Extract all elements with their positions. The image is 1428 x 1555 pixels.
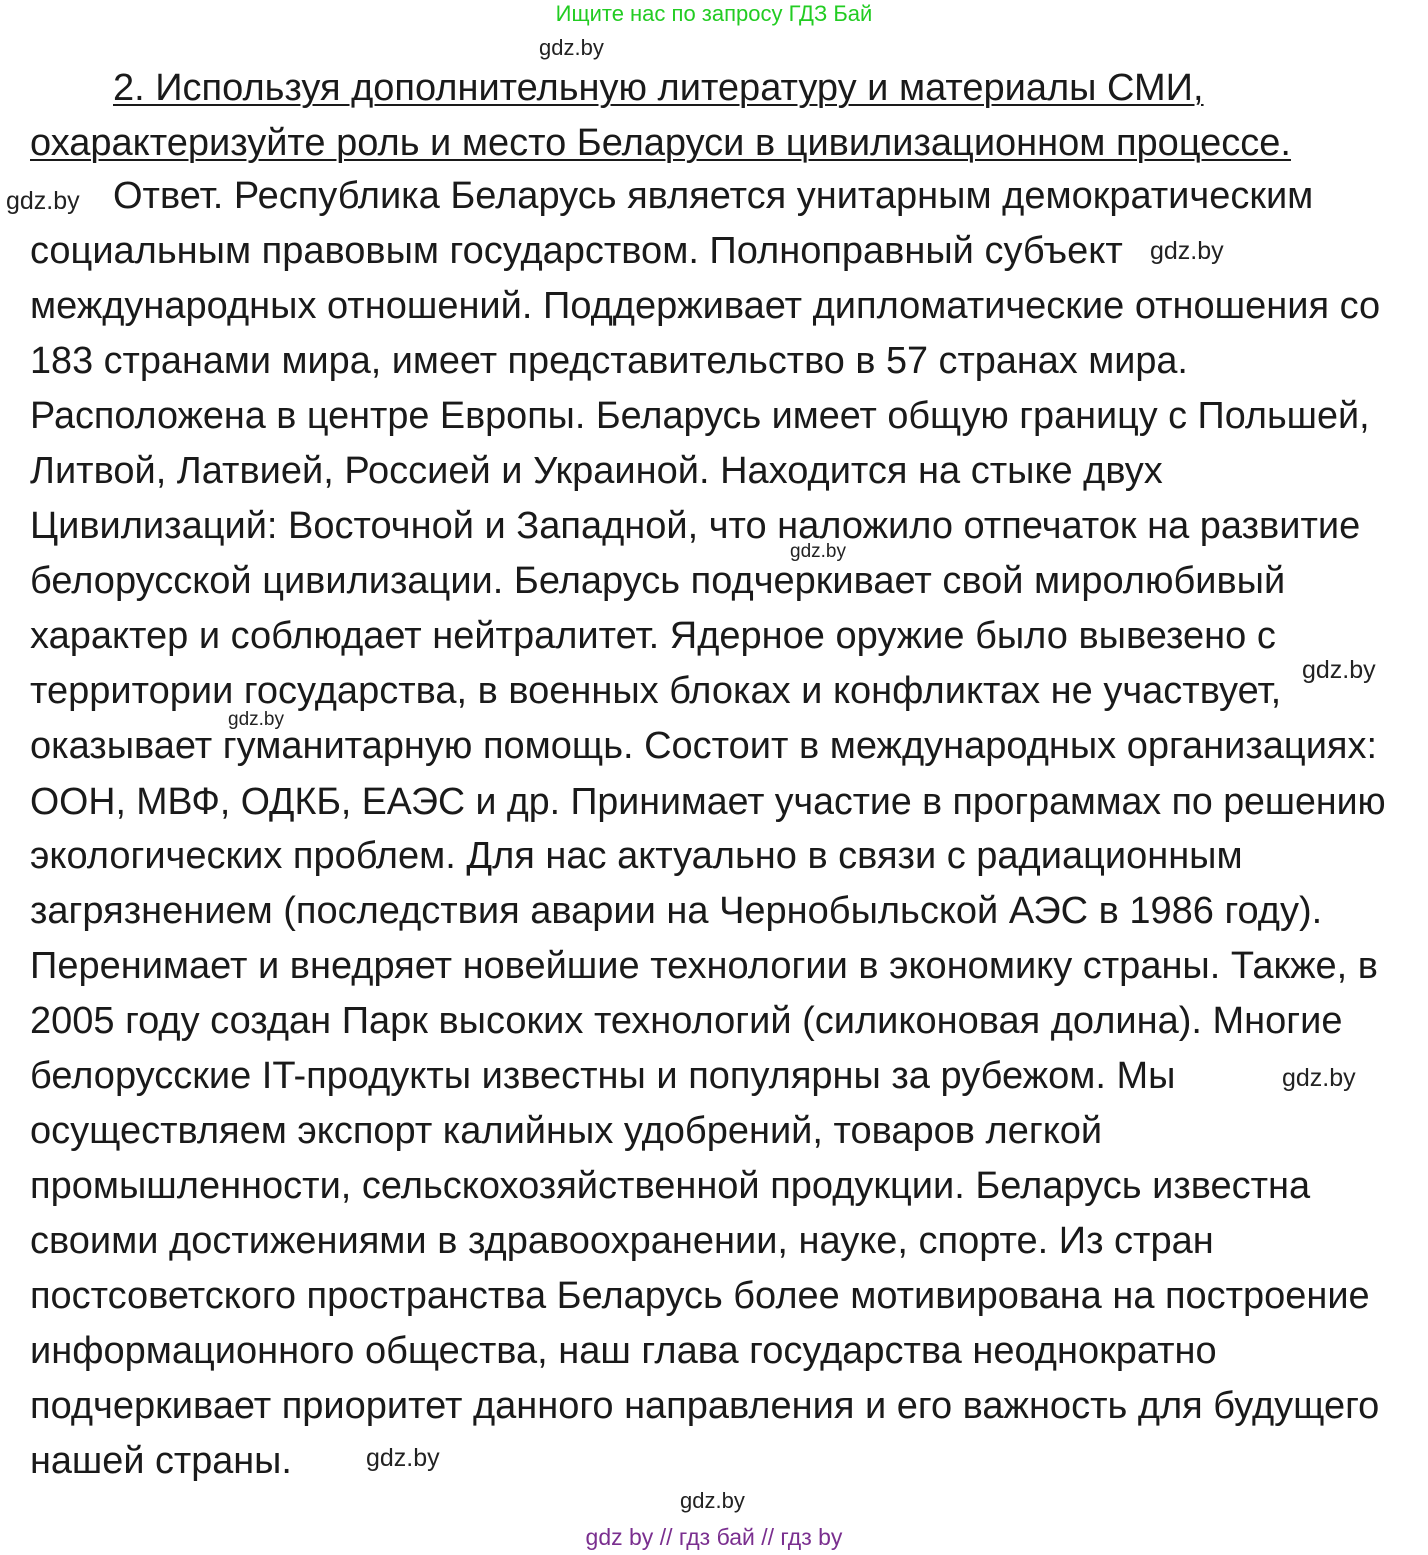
answer-line: оказывает гуманитарную помощь. Состоит в международных организациях:: [30, 725, 1378, 767]
footer-links: gdz by // гдз бай // гдз by: [585, 1524, 843, 1550]
watermark: gdz.by: [539, 35, 604, 60]
answer-line: социальным правовым государством. Полноправный субъект: [30, 230, 1123, 272]
watermark: gdz.by: [790, 541, 846, 562]
answer-line: Цивилизаций: Восточной и Западной, что наложило отпечаток на развитие: [30, 505, 1361, 547]
answer-line: экологических проблем. Для нас актуально в связи с радиационным: [30, 835, 1243, 877]
watermark: gdz.by: [1302, 656, 1376, 684]
answer-line: осуществляем экспорт калийных удобрений, товаров легкой: [30, 1110, 1103, 1152]
watermark: gdz.by: [228, 709, 284, 730]
answer-line: Литвой, Латвией, Россией и Украиной. Находится на стыке двух: [30, 450, 1163, 492]
answer-line: территории государства, в военных блоках и конфликтах не участвует,: [30, 670, 1282, 712]
answer-line: подчеркивает приоритет данного направления и его важность для будущего: [30, 1385, 1380, 1427]
answer-line: белорусской цивилизации. Беларусь подчеркивает свой миролюбивый: [30, 560, 1286, 602]
answer-line: Перенимает и внедряет новейшие технологии в экономику страны. Также, в: [30, 945, 1378, 987]
answer-line: промышленности, сельскохозяйственной продукции. Беларусь известна: [30, 1165, 1311, 1207]
answer-line: ООН, МВФ, ОДКБ, ЕАЭС и др. Принимает участие в программах по решению: [30, 780, 1386, 822]
answer-line: 2005 году создан Парк высоких технологий (силиконовая долина). Многие: [30, 1000, 1343, 1042]
answer-line: белорусские IT-продукты известны и популярны за рубежом. Мы: [30, 1055, 1176, 1097]
answer-line: международных отношений. Поддерживает дипломатические отношения со: [30, 285, 1381, 327]
answer-line: информационного общества, наш глава государства неоднократно: [30, 1330, 1217, 1372]
answer-line: нашей страны.: [30, 1440, 292, 1482]
answer-line: Расположена в центре Европы. Беларусь имеет общую границу с Польшей,: [30, 395, 1370, 437]
watermark: gdz.by: [1150, 237, 1224, 265]
question-line: 2. Используя дополнительную литературу и материалы СМИ,: [113, 67, 1204, 109]
top-banner: Ищите нас по запросу ГДЗ Бай: [555, 1, 873, 26]
watermark: gdz.by: [1282, 1064, 1356, 1092]
watermark: gdz.by: [6, 187, 80, 215]
question-line: охарактеризуйте роль и место Беларуси в цивилизационном процессе.: [30, 122, 1291, 164]
watermark: gdz.by: [680, 1488, 745, 1513]
answer-line: Ответ. Республика Беларусь является унитарным демократическим: [113, 175, 1314, 217]
answer-line: постсоветского пространства Беларусь более мотивирована на построение: [30, 1275, 1370, 1317]
answer-line: характер и соблюдает нейтралитет. Ядерное оружие было вывезено с: [30, 615, 1276, 657]
answer-line: 183 странами мира, имеет представительство в 57 странах мира.: [30, 340, 1188, 382]
answer-line: своими достижениями в здравоохранении, науке, спорте. Из стран: [30, 1220, 1214, 1262]
answer-line: загрязнением (последствия аварии на Чернобыльской АЭС в 1986 году).: [30, 890, 1323, 932]
watermark: gdz.by: [366, 1444, 440, 1472]
